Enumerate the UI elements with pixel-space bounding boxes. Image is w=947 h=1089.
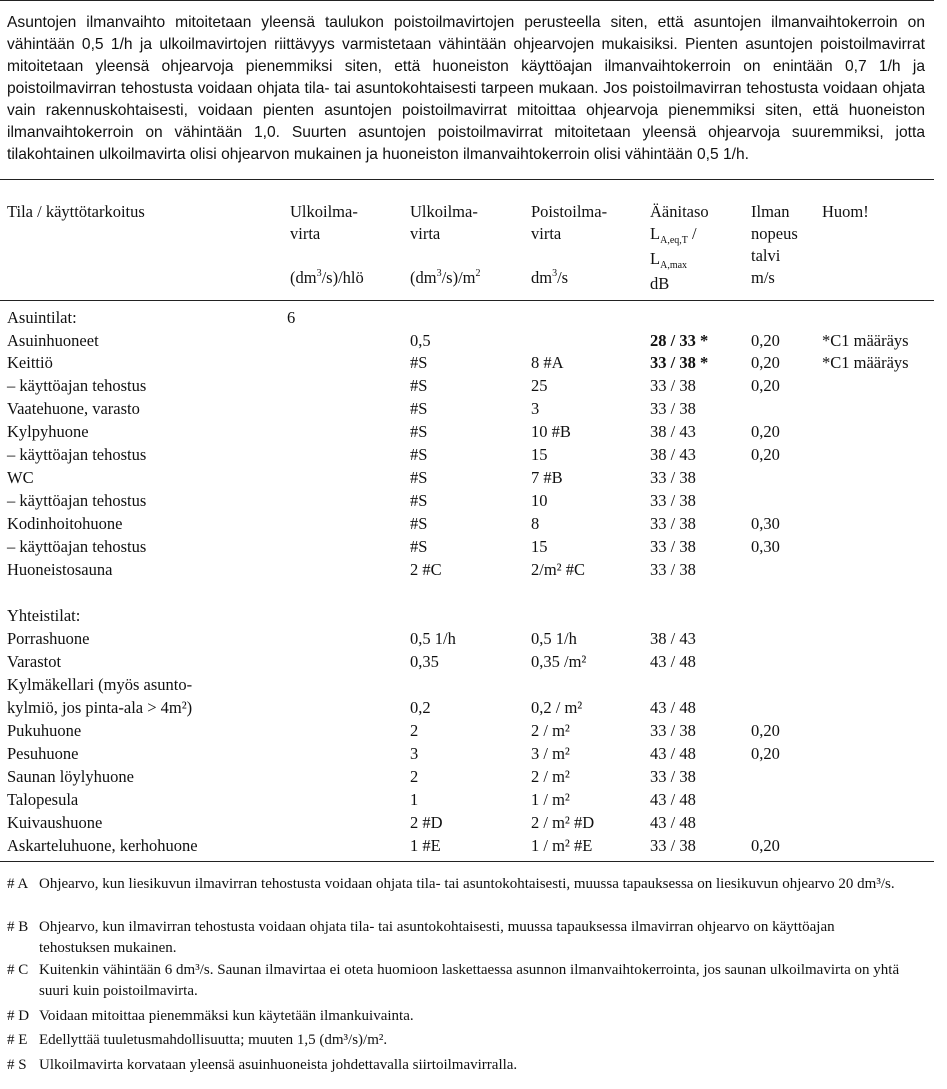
cell-c2: #S <box>410 537 428 556</box>
footnote-tag: # S <box>7 1057 27 1073</box>
table-row <box>0 306 934 329</box>
cell-c6: *C1 määräys <box>822 353 909 372</box>
header-divider <box>0 300 934 301</box>
cell-c0: Keittiö <box>7 353 53 372</box>
cell-c0: Vaatehuone, varasto <box>7 399 140 418</box>
table-row <box>0 604 934 627</box>
cell-c0: – käyttöajan tehostus <box>7 376 147 395</box>
cell-c4: 33 / 38 <box>650 721 696 740</box>
cell-c4: 33 / 38 <box>650 767 696 786</box>
table-row <box>0 627 934 650</box>
cell-c4: 28 / 33 * <box>650 331 709 350</box>
cell-c2: #S <box>410 491 428 510</box>
header-outdoor-air-per-m2: Ulkoilma- virta $(dm^3/s)/m^2$ <box>410 202 481 287</box>
cell-c2: #S <box>410 422 428 441</box>
table-row <box>0 765 934 788</box>
cell-c3: 1 / m² <box>531 790 570 809</box>
cell-c4: 38 / 43 <box>650 629 696 648</box>
cell-c4: 43 / 48 <box>650 744 696 763</box>
table-row <box>0 443 934 466</box>
cell-c0: Asuinhuoneet <box>7 331 99 350</box>
cell-c2: 2 <box>410 767 419 786</box>
cell-c2: 3 <box>410 744 419 763</box>
cell-c5: 0,30 <box>751 514 780 533</box>
cell-c5: 0,20 <box>751 445 780 464</box>
table-row <box>0 420 934 443</box>
cell-c4: 33 / 38 <box>650 560 696 579</box>
cell-c4: 38 / 43 <box>650 422 696 441</box>
table-row <box>0 673 934 696</box>
table-row <box>0 788 934 811</box>
cell-c2: 0,5 1/h <box>410 629 456 648</box>
cell-c2: 2 <box>410 721 419 740</box>
cell-c5: 0,30 <box>751 537 780 556</box>
footnote-tag: # C <box>7 962 29 978</box>
cell-c2: #S <box>410 468 428 487</box>
cell-c0: Saunan löylyhuone <box>7 767 134 786</box>
table-row <box>0 650 934 673</box>
cell-c3: 3 <box>531 399 540 418</box>
cell-c4: 43 / 48 <box>650 652 696 671</box>
table-bottom-divider <box>0 861 934 862</box>
cell-c4: 33 / 38 <box>650 468 696 487</box>
cell-c3: 0,35 /m² <box>531 652 587 671</box>
cell-c0: Huoneistosauna <box>7 560 113 579</box>
header-air-speed-winter: Ilman nopeus talvi m/s <box>751 202 798 287</box>
table-row <box>0 558 934 581</box>
cell-c3: 15 <box>531 445 548 464</box>
footnote-text: Voidaan mitoittaa pienemmäksi kun käytetään ilmankuivainta. <box>39 1008 414 1024</box>
cell-c5: 0,20 <box>751 353 780 372</box>
cell-c0: Porrashuone <box>7 629 90 648</box>
cell-c0: – käyttöajan tehostus <box>7 491 147 510</box>
cell-c2: 2 #C <box>410 560 442 579</box>
cell-c2: #S <box>410 514 428 533</box>
table-row <box>0 512 934 535</box>
table-row <box>0 329 934 352</box>
cell-c3: 1 / m² #E <box>531 836 593 855</box>
cell-c0: – käyttöajan tehostus <box>7 537 147 556</box>
cell-c2: 0,35 <box>410 652 439 671</box>
cell-c2: 1 #E <box>410 836 441 855</box>
cell-c4: 43 / 48 <box>650 698 696 717</box>
cell-c3: 7 #B <box>531 468 563 487</box>
footnote-text: Kuitenkin vähintään 6 dm³/s. Saunan ilmavirtaa ei oteta huomioon laskettaessa asunnon ilmanvaihtokerrointa, jos saunan ulkoilmavirta on yhtä suuri kuin poistoilmavirta. <box>39 962 900 999</box>
cell-c0: kylmiö, jos pinta-ala > 4m²) <box>7 698 193 717</box>
footnote-tag: # D <box>7 1008 30 1024</box>
table-row <box>0 489 934 512</box>
cell-c5: 0,20 <box>751 721 780 740</box>
cell-c3: 2 / m² <box>531 767 570 786</box>
footnote-tag: # B <box>7 919 29 935</box>
cell-c0: – käyttöajan tehostus <box>7 445 147 464</box>
cell-c4: 33 / 38 <box>650 491 696 510</box>
cell-c5: 0,20 <box>751 331 780 350</box>
table-row <box>0 374 934 397</box>
cell-c3: 10 #B <box>531 422 571 441</box>
cell-c2: 0,5 <box>410 331 431 350</box>
cell-c2: #S <box>410 399 428 418</box>
cell-c0: Asuintilat: <box>7 308 77 327</box>
cell-c4: 38 / 43 <box>650 445 696 464</box>
table-row <box>0 719 934 742</box>
cell-c3: 0,2 / m² <box>531 698 583 717</box>
table-row <box>0 834 934 857</box>
footnote-tag: # E <box>7 1032 28 1048</box>
cell-c2: #S <box>410 445 428 464</box>
cell-c0: Varastot <box>7 652 62 671</box>
table-row <box>0 397 934 420</box>
table-row <box>0 742 934 765</box>
cell-c4: 33 / 38 <box>650 376 696 395</box>
intro-paragraph: Asuntojen ilmanvaihto mitoitetaan yleensä taulukon poistoilmavirtojen perusteella siten, että asuntojen ilmanvaihtokerroin on vähintään 0,5 1/h ja ulkoilmavirtojen riittävyys varmistetaan vähintään ohjearvojen mukaisiksi. Pienten asuntojen poistoilmavirrat mitoitetaan yleensä ohjearvoja pienemmiksi siten, että huoneiston käyttöajan ilmanvaihtokerroin on enintään 0,7 1/h ja poistoilmavirran tehostusta voidaan ohjata tila- tai asuntokohtaisesti tarpeen mukaan. Jos poistoilmavirran tehostusta voidaan ohjata vain rakennuskohtaisesti, voidaan pienten asuntojen poistoilmavirrat mitoittaa ohjearvoja pienemmiksi siten, että huoneiston ilmanvaihtokerroin on vähintään 1,0. Suurten asuntojen poistoilmavirrat mitoitetaan yleensä ohjearvoja suuremmiksi, jotta tilakohtainen ulkoilmavirta olisi ohjearvon mukainen ja huoneiston ilmanvaihtokerroin olisi vähintään 0,5 1/h. <box>0 0 934 180</box>
cell-c0: WC <box>7 468 34 487</box>
cell-c0: Pesuhuone <box>7 744 79 763</box>
table-row <box>0 535 934 558</box>
cell-c0: Kylpyhuone <box>7 422 89 441</box>
cell-c0: Askarteluhuone, kerhohuone <box>7 836 198 855</box>
cell-c5: 0,20 <box>751 744 780 763</box>
cell-c3: 8 #A <box>531 353 564 372</box>
cell-c5: 0,20 <box>751 422 780 441</box>
cell-c1: 6 <box>287 308 296 327</box>
cell-c4: 43 / 48 <box>650 813 696 832</box>
cell-c3: 15 <box>531 537 548 556</box>
table-row <box>0 696 934 719</box>
cell-c4: 43 / 48 <box>650 790 696 809</box>
footnote-text: Ulkoilmavirta korvataan yleensä asuinhuoneista johdettavalla siirtoilmavirralla. <box>39 1057 518 1073</box>
footnote-text: Edellyttää tuuletusmahdollisuutta; muuten 1,5 (dm³/s)/m². <box>39 1032 388 1048</box>
header-exhaust-air: Poistoilma- virta $dm^3/s$ <box>531 202 608 287</box>
cell-c2: 0,2 <box>410 698 431 717</box>
cell-c4: 33 / 38 <box>650 399 696 418</box>
table-row <box>0 466 934 489</box>
cell-c2: 2 #D <box>410 813 443 832</box>
cell-c4: 33 / 38 <box>650 514 696 533</box>
cell-c3: 8 <box>531 514 540 533</box>
cell-c2: #S <box>410 376 428 395</box>
cell-c0: Pukuhuone <box>7 721 82 740</box>
cell-c5: 0,20 <box>751 836 780 855</box>
footnote-text: Ohjearvo, kun ilmavirran tehostusta voidaan ohjata tila- tai asuntokohtaisesti, muussa tapauksessa ilmavirran ohjearvo on käyttöajan tehostuksen mukainen. <box>39 919 835 956</box>
header-room-purpose: Tila / käyttötarkoitus <box>7 202 145 221</box>
cell-c3: 2 / m² <box>531 721 570 740</box>
cell-c3: 0,5 1/h <box>531 629 577 648</box>
table-row <box>0 351 934 374</box>
cell-c3: 3 / m² <box>531 744 570 763</box>
header-notes: Huom! <box>822 202 869 221</box>
header-sound-level: Äänitaso $L_{A,eq,T}$ / $L_{A,max}$ dB <box>650 202 709 293</box>
cell-c0: Kodinhoitohuone <box>7 514 123 533</box>
cell-c3: 2 / m² #D <box>531 813 595 832</box>
cell-c0: Kylmäkellari (myös asunto- <box>7 675 193 694</box>
cell-c4: 33 / 38 <box>650 836 696 855</box>
cell-c0: Kuivaushuone <box>7 813 103 832</box>
cell-c0: Talopesula <box>7 790 79 809</box>
cell-c0: Yhteistilat: <box>7 606 81 625</box>
footnote-tag: # A <box>7 876 29 892</box>
cell-c3: 25 <box>531 376 548 395</box>
cell-c2: #S <box>410 353 428 372</box>
cell-c4: 33 / 38 <box>650 537 696 556</box>
table-row <box>0 581 934 604</box>
cell-c6: *C1 määräys <box>822 331 909 350</box>
header-outdoor-air-per-person: Ulkoilma- virta $(dm^3/s)$/hlö <box>290 202 364 287</box>
cell-c3: 2/m² #C <box>531 560 585 579</box>
cell-c3: 10 <box>531 491 548 510</box>
cell-c5: 0,20 <box>751 376 780 395</box>
cell-c4: 33 / 38 * <box>650 353 709 372</box>
table-row <box>0 811 934 834</box>
footnote-text: Ohjearvo, kun liesikuvun ilmavirran tehostusta voidaan ohjata tila- tai asuntokohtaisesti, muussa tapauksessa on liesikuvun ohjearvo 20 dm³/s. <box>39 876 895 892</box>
cell-c2: 1 <box>410 790 419 809</box>
